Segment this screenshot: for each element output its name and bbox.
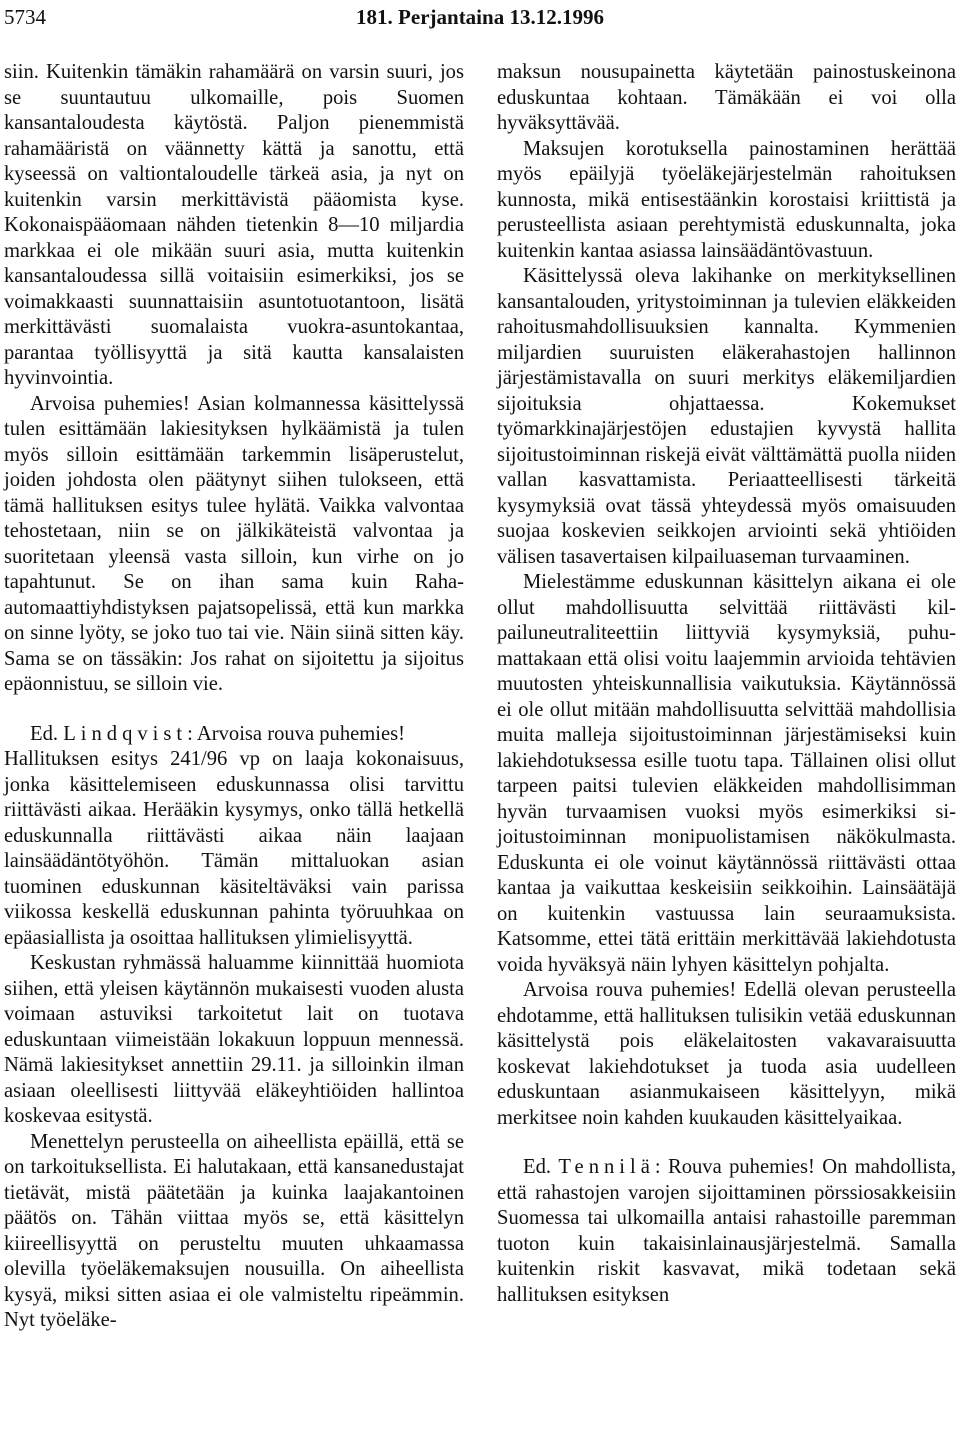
speaker-prefix: Ed.: [30, 722, 59, 745]
speaker-opening: : Arvoisa rouva puhemies!: [187, 722, 406, 745]
paragraph: Hallituksen esitys 241/96 vp on laaja kokonaisuus, jonka käsittelemiseen eduskunnassa olisi tarvittu riittävästi aikaa. Herääkin kysymys, onko tällä hetkellä eduskunnalla riittävästi aikaa näin laajaan lainsäädäntötyöhön. Tämän mittaluokan asian tuominen eduskunnan käsiteltäväksi vain parissa viikossa keskellä eduskunnan pahinta työruuhkaa on epäasiallista ja osoittaa hallituksen ylimielisyyttä.: [4, 748, 464, 949]
paragraph: Keskustan ryhmässä haluamme kiinnittää huomiota siihen, että yleisen käytännön mukaisesti vuoden alusta voimaan astuviksi tarkoitetut lait on tuotava eduskuntaan viimeistään lokakuun loppuun mennessä. Nämä lakiesitykset annettiin 29.11. ja silloinkin ilman asiaan oleellisesti liittyvää eläkeyhtiöiden hallintoa koskevaa esitystä.: [4, 952, 464, 1127]
speaker-text: : Rouva puhemies! On mahdollista, että rahastojen varojen sijoittaminen pörssiosakkeisiin Suomessa tai ulkomailla antaisi rahastoille paremman tuoton kuin takaisinlainausjärjestelmä. Samalla kuitenkin riskit kasvavat, mikä todetaan sekä hallituksen esityksen: [497, 1156, 956, 1306]
speaker-name: Tennilä: [558, 1156, 655, 1178]
left-column: [4, 60, 464, 1334]
speaker-paragraph: [497, 1155, 956, 1308]
paragraph: Menettelyn perusteella on aiheellista epäillä, että se on tarkoituksellista. Ei halutakaan, että kansanedustajat tietävät, mistä päätetään ja kuinka laajakantoinen päätös on. Tähän viittaa myös se, että käsittelyn kiireellisyyttä on perusteltu muuten uhkaamassa olevilla työeläkemaksujen nousuilla. On aiheellista kysyä, miksi sitten asiaa ei ole valmisteltu ripeämmin. Nyt työeläke-: [4, 1130, 464, 1331]
right-column: [497, 60, 956, 1308]
paragraph: Käsittelyssä oleva lakihanke on merkityksellinen kansantalouden, yritystoiminnan ja tulevien eläkkeiden rahoitusmahdollisuuksien kannalta. Kymmenien miljardien suuruisten eläkerahastojen hallinnon järjestämistavalla on suuri merkitys eläkemiljardien sijoituksia ohjattaessa. Kokemukset työmarkkinajärjestöjen edustajien kyvystä hallita sijoitustoiminnan riskejä eivät välttämättä puolla niiden vallan kasvattamista. Periaatteellisesti tärkeitä kysymyksiä ovat tässä yhteydessä myös omaisuuden suojaa koskevien seikkojen arviointi sekä yhtiöiden välisen tasavertaisen kilpailuaseman turvaaminen.: [497, 265, 956, 568]
speaker-line: [4, 722, 464, 748]
paragraph: Mielestämme eduskunnan käsittelyn aikana ei ole ollut mahdollisuutta selvittää riittävästi kilpailuneutraliteettiin liittyviä kysymyksiä, puhumattakaan että olisi voitu laajemmin arvioida tehtävien muutosten yhteiskunnallisia vaikutuksia. Käytännössä ei ole ollut mitään mahdollisuutta selvittää mahdollisia muita malleja sijoitustoiminnan järjestämiseksi kuin lakiehdotuksessa esille tuotu tapa. Tällainen olisi ollut tarpeen paitsi tulevien eläkkeiden mahdollisimman hyvän turvaamisen vuoksi myös esimerkiksi sijoitustoiminnan monipuolistamisen näkökulmasta. Eduskunta ei ole voinut käytännössä riittävästi ottaa kantaa ja vaikuttaa keskeisiin seikkoihin. Lainsäätäjä on kuitenkin vastuussa lain seuraamuksista. Katsomme, ettei tätä erittäin merkittävää lakiehdotusta voida hyväksyä näin lyhyen käsittelyn pohjalta.: [497, 571, 956, 976]
speaker-prefix: Ed.: [523, 1156, 552, 1178]
paragraph: Arvoisa rouva puhemies! Edellä olevan perusteella ehdotamme, että hallituksen tulisikin vetää eduskunnan käsittelystä pois eläkelaitosten vakavaraisuutta koskevat lakiehdotukset ja tuoda asia uudelleen eduskuntaan asianmukaiseen käsittelyyn, mikä merkitsee noin kahden kuukauden käsittelyaikaa.: [497, 979, 956, 1129]
paragraph: siin. Kuitenkin tämäkin rahamäärä on varsin suuri, jos se suuntautuu ulkomaille, pois Suomen kansantaloudesta käytöstä. Paljon pienemmistä rahamääristä on väännetty kättä ja sanottu, että kyseessä on valtiontaloudelle tärkeä asia, ja nyt on kuitenkin varsin merkittävistä pääomista kyse. Kokonaispääomaan nähden tietenkin 8—10 miljardia markkaa ei ole mikään suuri asia, mutta kuitenkin kansantaloudessa sillä voitaisiin esimerkiksi, jos se voimakkaasti suunnattaisiin asuntotuotantoon, lisätä merkittävästi suomalaista vuokra-asuntokantaa, parantaa työllisyyttä ja sitä kautta kansalaisten hyvinvointia.: [4, 61, 464, 389]
page-header: [4, 2, 956, 32]
page-number: 5734: [4, 5, 46, 29]
session-title: 181. Perjantaina 13.12.1996: [356, 5, 604, 29]
paragraph: maksun nousupainetta käytetään painostuskeinona eduskuntaa kohtaan. Tämäkään ei voi olla hyväksyttävää.: [497, 61, 956, 134]
paragraph: Arvoisa puhemies! Asian kolmannessa käsittelyssä tulen esittämään lakiesityksen hylkäämistä ja tulen myös silloin esittämään tarkemmin lisäperustelut, joiden johdosta olen päätynyt siihen tulokseen, että tämä hallituksen esitys tulee hylätä. Vaikka valvontaa tehostetaan, niin se on jälkikäteistä valvontaa ja suoritetaan yleensä vasta silloin, kun virhe on jo tapahtunut. Se on ihan sama kuin Raha-automaattiyhdistyksen pajatsopelissä, että kun markka on sinne lyöty, se joko tuo tai vie. Näin siinä sitten käy. Sama se on tässäkin: Jos rahat on sijoitettu ja sijoitus epäonnistuu, se silloin vie.: [4, 392, 464, 695]
speaker-name: Lindqvist: [63, 722, 188, 745]
paragraph: Maksujen korotuksella painostaminen herättää myös epäilyjä työeläkejärjestelmän rahoituksen kunnosta, mikä entisestäänkin korostaisi kriittistä ja perusteellista asiaan perehtymistä eduskunnalta, joka kuitenkin kantaa asiassa lainsäädäntövastuun.: [497, 137, 956, 262]
